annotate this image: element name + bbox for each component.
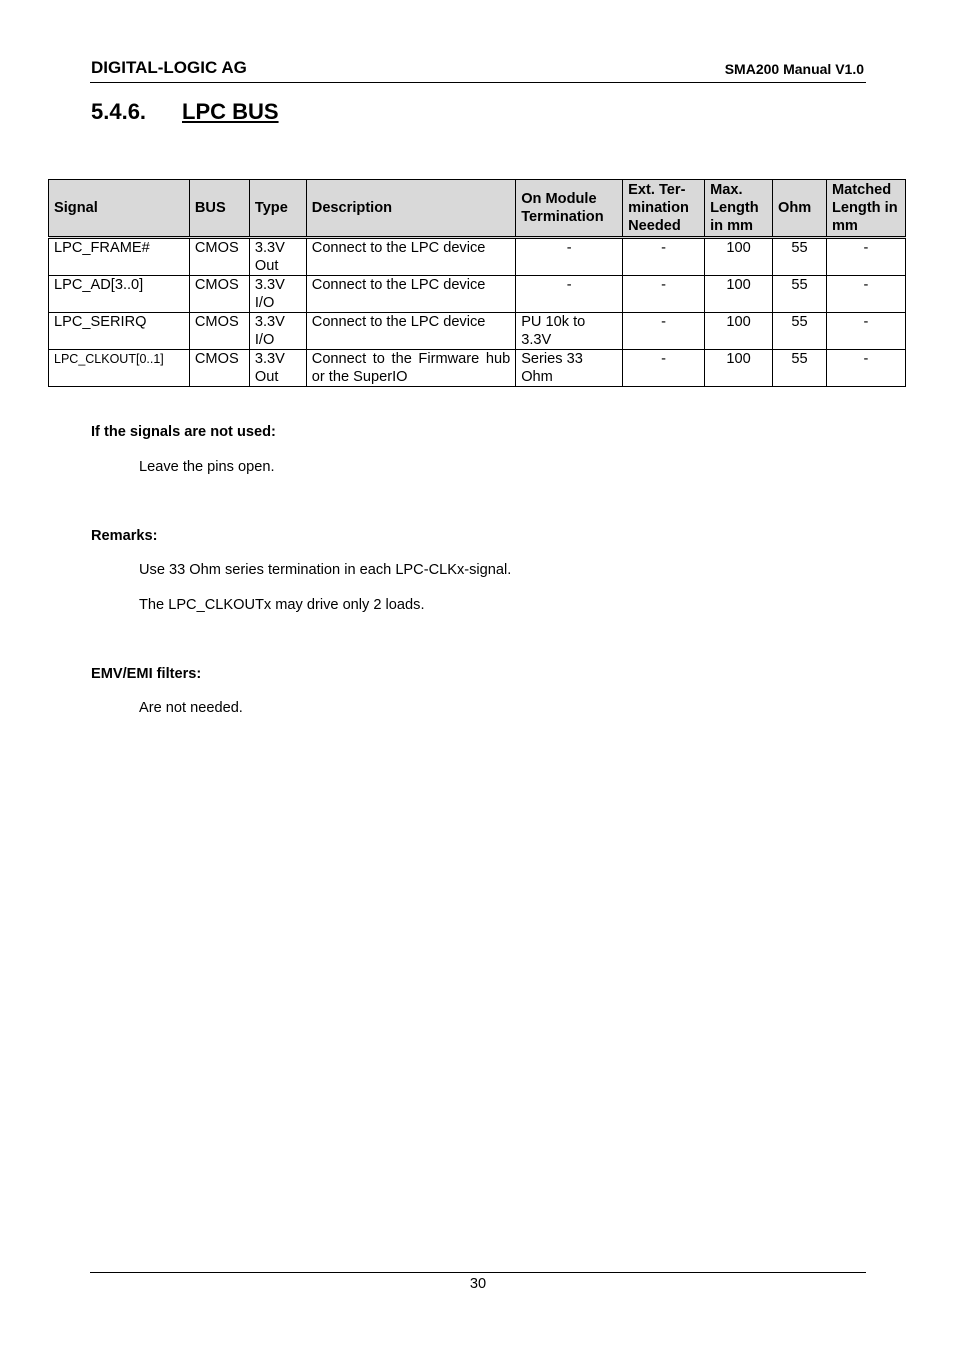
table-cell: LPC_SERIRQ	[49, 313, 190, 350]
table-cell: 100	[705, 313, 773, 350]
table-cell: CMOS	[189, 313, 249, 350]
table-cell: Connect to the LPC device	[306, 238, 515, 276]
table-cell: 3.3V Out	[249, 350, 306, 387]
section-title	[91, 99, 279, 125]
table-cell: -	[826, 350, 905, 387]
column-header: Ohm	[773, 180, 827, 238]
column-header: Description	[306, 180, 515, 238]
table-cell: 3.3V I/O	[249, 313, 306, 350]
column-header: Max. Length in mm	[705, 180, 773, 238]
page-number: 30	[469, 1276, 487, 1292]
table-cell: CMOS	[189, 350, 249, 387]
column-header: Signal	[49, 180, 190, 238]
emv-text: Are not needed.	[139, 700, 243, 716]
table-row	[49, 313, 906, 350]
table-cell: 100	[705, 238, 773, 276]
table-cell: -	[516, 276, 623, 313]
table-cell: Series 33 Ohm	[516, 350, 623, 387]
table-cell: CMOS	[189, 238, 249, 276]
table-cell: -	[623, 350, 705, 387]
table-cell: 100	[705, 350, 773, 387]
table-row	[49, 238, 906, 276]
remarks-heading: Remarks:	[91, 528, 158, 544]
table-cell: -	[826, 276, 905, 313]
table-cell: -	[623, 313, 705, 350]
table-cell: Connect to the LPC device	[306, 276, 515, 313]
table-cell: LPC_FRAME#	[49, 238, 190, 276]
column-header: On Module Termination	[516, 180, 623, 238]
remarks-line: The LPC_CLKOUTx may drive only 2 loads.	[139, 597, 425, 613]
section-number: 5.4.6.	[91, 99, 147, 124]
table-cell: 55	[773, 276, 827, 313]
unused-heading: If the signals are not used:	[91, 424, 276, 440]
table-cell: -	[826, 313, 905, 350]
table-cell: -	[826, 238, 905, 276]
emv-heading: EMV/EMI filters:	[91, 666, 202, 682]
column-header: BUS	[189, 180, 249, 238]
column-header: Type	[249, 180, 306, 238]
table-cell: Connect to the LPC device	[306, 313, 515, 350]
page-footer	[90, 1272, 866, 1292]
table-cell: -	[623, 238, 705, 276]
table-cell: LPC_CLKOUT[0..1]	[49, 350, 190, 387]
table-cell: PU 10k to 3.3V	[516, 313, 623, 350]
table-cell: -	[623, 276, 705, 313]
table-cell: 55	[773, 313, 827, 350]
company-name: DIGITAL-LOGIC AG	[91, 58, 247, 77]
table-cell: 55	[773, 350, 827, 387]
column-header: Matched Length in mm	[826, 180, 905, 238]
lpc-signal-table	[48, 179, 906, 387]
page-header	[90, 56, 866, 83]
table-header-row	[49, 180, 906, 238]
table-cell: -	[516, 238, 623, 276]
remarks-line: Use 33 Ohm series termination in each LPC-CLKx-signal.	[139, 562, 512, 578]
section-name: LPC BUS	[182, 99, 279, 124]
table-cell: 3.3V I/O	[249, 276, 306, 313]
table-cell: CMOS	[189, 276, 249, 313]
manual-title: SMA200 Manual V1.0	[724, 61, 864, 77]
table-cell: LPC_AD[3..0]	[49, 276, 190, 313]
column-header: Ext. Ter-mination Needed	[623, 180, 705, 238]
table-cell: 3.3V Out	[249, 238, 306, 276]
table-row	[49, 276, 906, 313]
unused-text: Leave the pins open.	[139, 459, 275, 475]
table-cell: Connect to the Firmware hub or the SuperIO	[306, 350, 515, 387]
table-cell: 100	[705, 276, 773, 313]
table-cell: 55	[773, 238, 827, 276]
table-row	[49, 350, 906, 387]
